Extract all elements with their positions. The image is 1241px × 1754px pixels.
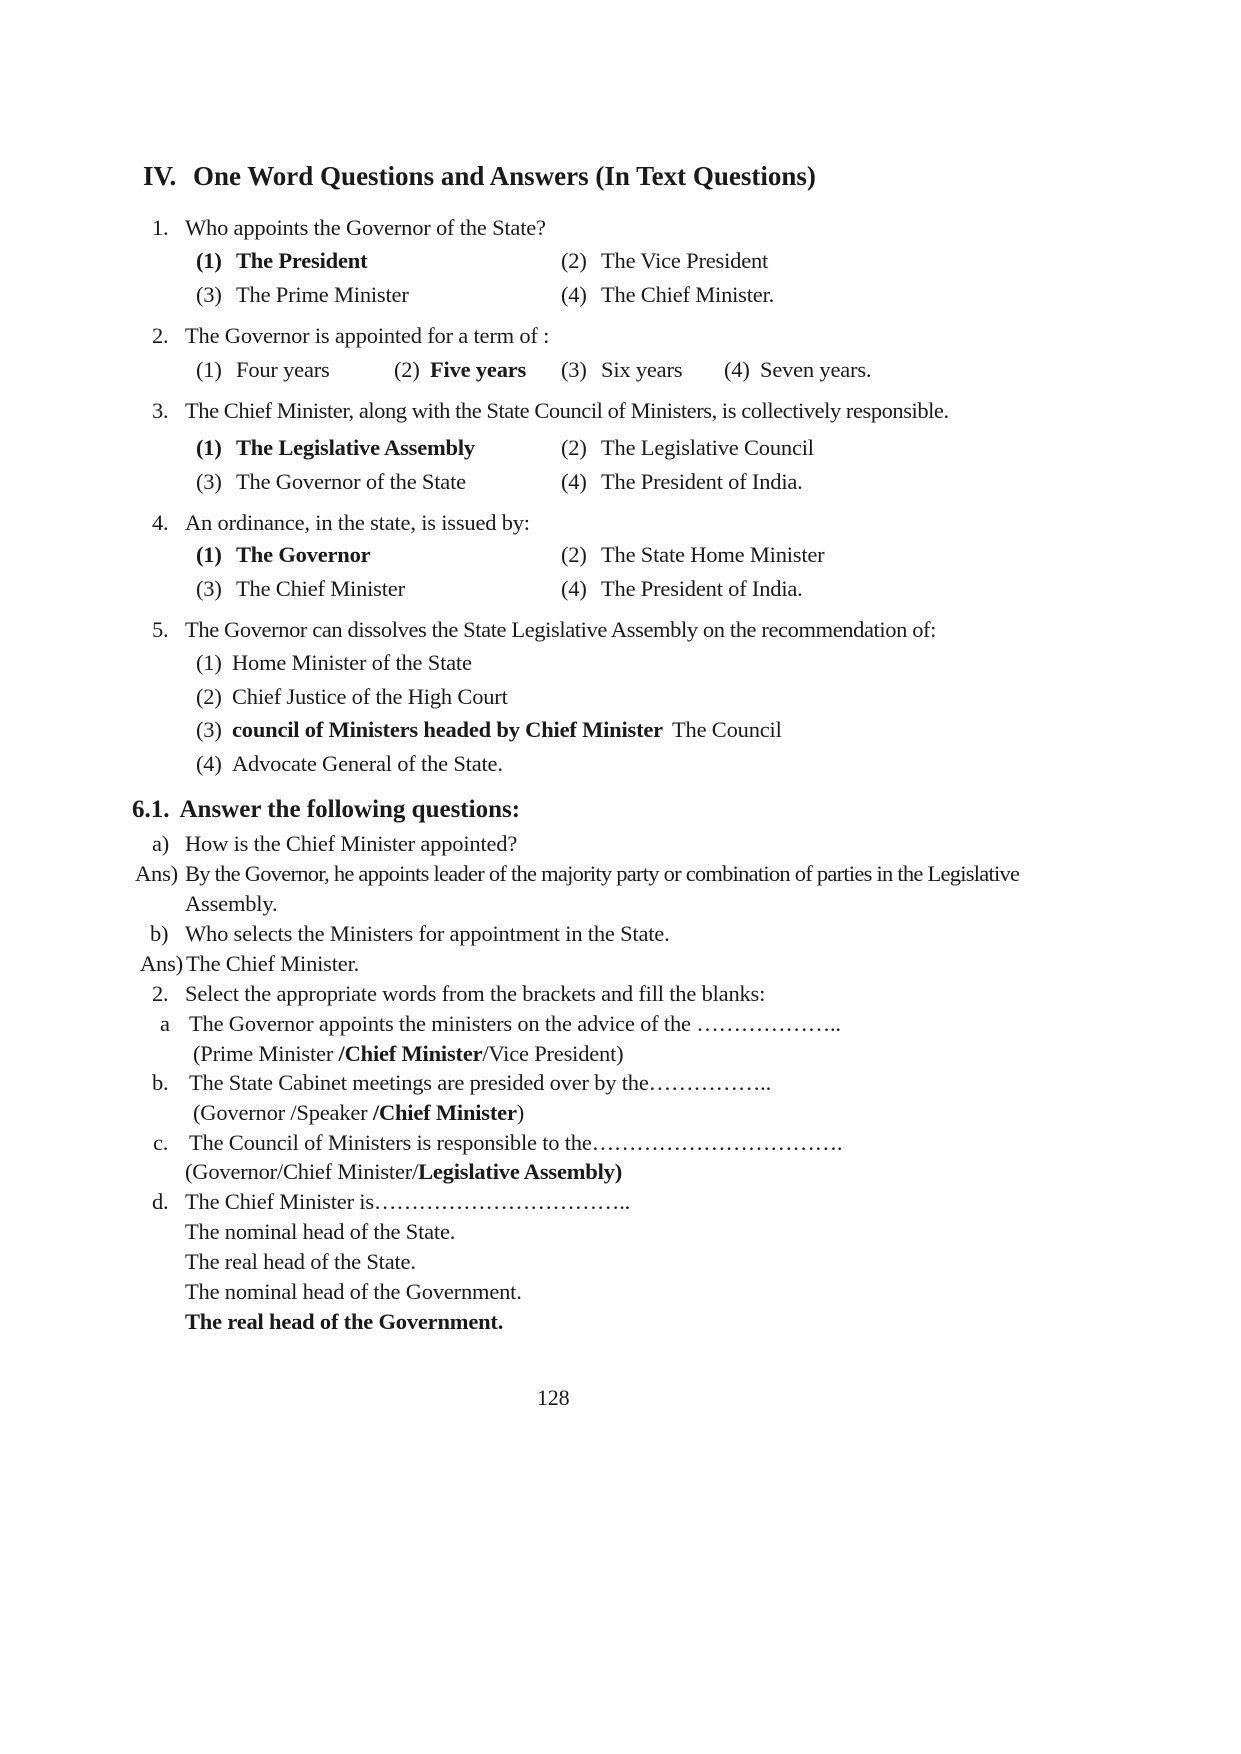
qa-question: Who selects the Ministers for appointment in the State.: [185, 921, 670, 946]
option: (4) The Chief Minister.: [561, 282, 775, 307]
blank-choice: The nominal head of the Government.: [185, 1279, 522, 1304]
question-number: 5.: [152, 617, 169, 642]
option: (1) Four years: [196, 357, 330, 382]
qa-answer: The Chief Minister.: [186, 951, 360, 976]
blank-sentence: The Chief Minister is……………………………..: [185, 1189, 631, 1214]
question-text: The Governor can dissolves the State Legislative Assembly on the recommendation of:: [185, 617, 936, 642]
option: (2) The Vice President: [561, 248, 769, 273]
qa-label: b): [150, 921, 169, 946]
question-number: 4.: [152, 510, 169, 535]
option: (4) Seven years.: [724, 357, 872, 382]
option: (4) The President of India.: [561, 576, 803, 601]
subsection-heading: 6.1. Answer the following questions:: [132, 796, 521, 823]
question-number: 1.: [152, 215, 169, 240]
option: (1) Home Minister of the State: [196, 650, 472, 675]
section-title: One Word Questions and Answers (In Text Questions): [193, 161, 816, 191]
blank-choice-correct: The real head of the Government.: [185, 1309, 504, 1334]
qa-answer: By the Governor, he appoints leader of the majority party or combination of parties in the Legislative: [185, 861, 1020, 886]
blank-sentence: The Governor appoints the ministers on the advice of the ………………..: [189, 1011, 841, 1036]
option-correct: (3) council of Ministers headed by Chief Minister The Council: [196, 717, 782, 742]
answer-label: Ans): [135, 861, 178, 886]
question-number: 2.: [152, 323, 169, 348]
question-text: An ordinance, in the state, is issued by:: [185, 510, 530, 535]
question-text: The Governor is appointed for a term of :: [185, 323, 550, 348]
answer-label: Ans): [140, 951, 183, 976]
option: (3) Six years: [561, 357, 683, 382]
section-number: IV.: [143, 161, 177, 191]
option-correct: (1) The President: [196, 248, 368, 273]
option-correct: (1) The Legislative Assembly: [196, 435, 475, 460]
page-number: 128: [537, 1385, 570, 1410]
blank-label: b.: [152, 1070, 169, 1095]
blank-label: d.: [152, 1189, 169, 1214]
option: (2) The State Home Minister: [561, 542, 825, 567]
blank-choices: (Governor /Speaker /Chief Minister): [193, 1100, 525, 1125]
option-correct: (1) The Governor: [196, 542, 371, 567]
qa-label: a): [152, 831, 170, 856]
qa-answer-cont: Assembly.: [185, 891, 278, 916]
blank-label: c.: [153, 1130, 169, 1155]
option-correct: (2) Five years: [394, 357, 527, 382]
option: (2) Chief Justice of the High Court: [196, 684, 508, 709]
question-text: Who appoints the Governor of the State?: [185, 215, 546, 240]
option: (4) The President of India.: [561, 469, 803, 494]
question-number: 2.: [152, 981, 169, 1006]
blank-sentence: The Council of Ministers is responsible to the…………………………….: [189, 1130, 843, 1155]
option: (2) The Legislative Council: [561, 435, 814, 460]
option: (3) The Prime Minister: [196, 282, 409, 307]
option: (3) The Governor of the State: [196, 469, 466, 494]
question-text: The Chief Minister, along with the State Council of Ministers, is collectively responsible.: [185, 398, 949, 423]
option: (3) The Chief Minister: [196, 576, 405, 601]
option: (4) Advocate General of the State.: [196, 751, 503, 776]
blank-sentence: The State Cabinet meetings are presided over by the……………..: [189, 1070, 771, 1095]
blank-choices: (Prime Minister /Chief Minister/Vice President): [193, 1041, 624, 1066]
fill-instruction: Select the appropriate words from the brackets and fill the blanks:: [185, 981, 766, 1006]
section-heading: [143, 163, 816, 190]
question-number: 3.: [152, 398, 169, 423]
blank-label: a: [160, 1011, 170, 1036]
qa-question: How is the Chief Minister appointed?: [185, 831, 518, 856]
blank-choice: The nominal head of the State.: [185, 1219, 456, 1244]
blank-choices: (Governor/Chief Minister/Legislative Assembly): [185, 1159, 622, 1184]
blank-choice: The real head of the State.: [185, 1249, 416, 1274]
